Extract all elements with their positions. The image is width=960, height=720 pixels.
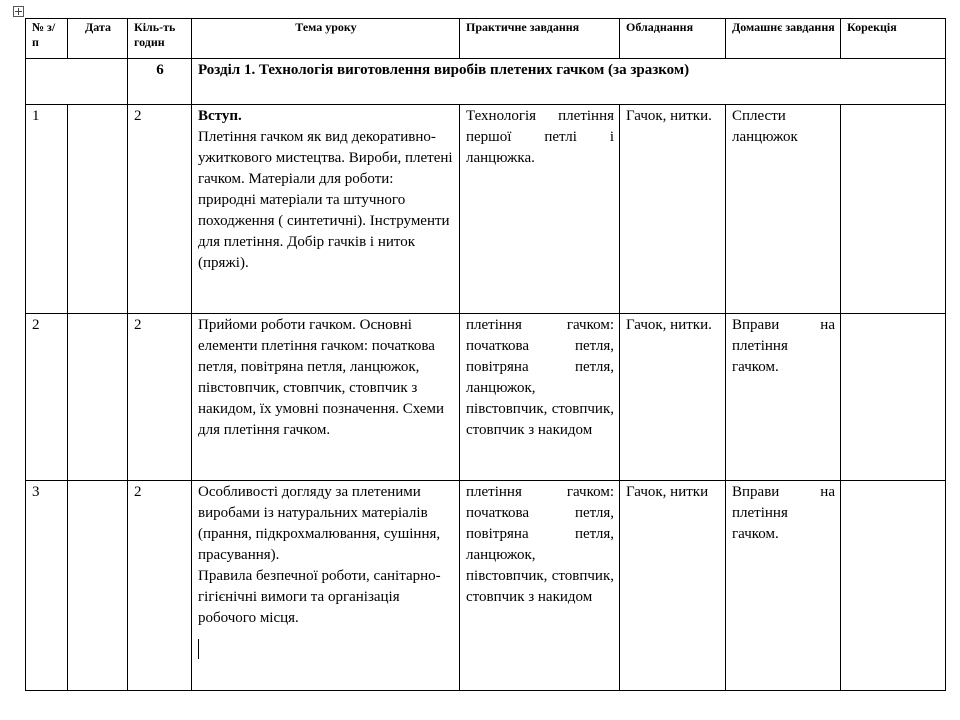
- table-row: [26, 105, 946, 314]
- row-topic[interactable]: [192, 481, 460, 691]
- text-cursor: [198, 639, 199, 659]
- section-title[interactable]: Розділ 1. Технологія виготовлення виробів плетених гачком (за зразком): [192, 59, 946, 105]
- row-homework[interactable]: [726, 314, 841, 481]
- practice-text: Технологія плетіння першої петлі і ланцюжка.: [466, 108, 614, 166]
- homework-text: Вправи на плетіння гачком.: [732, 484, 835, 542]
- section-hours[interactable]: 6: [128, 59, 192, 105]
- row-correction[interactable]: [841, 481, 946, 691]
- row-correction[interactable]: [841, 105, 946, 314]
- table-row: [26, 481, 946, 691]
- header-num[interactable]: № з/п: [26, 19, 68, 59]
- row-practice[interactable]: [460, 481, 620, 691]
- header-practice[interactable]: Практичне завдання: [460, 19, 620, 59]
- table-row: [26, 314, 946, 481]
- row-num[interactable]: 2: [26, 314, 68, 481]
- row-homework[interactable]: [726, 481, 841, 691]
- row-hours[interactable]: 2: [128, 481, 192, 691]
- row-date[interactable]: [68, 314, 128, 481]
- row-date[interactable]: [68, 481, 128, 691]
- row-equipment[interactable]: Гачок, нитки.: [620, 314, 726, 481]
- header-topic[interactable]: Тема уроку: [192, 19, 460, 59]
- table-move-handle-icon[interactable]: [13, 6, 24, 17]
- row-homework[interactable]: Сплести ланцюжок: [726, 105, 841, 314]
- practice-text: плетіння гачком: початкова петля, повітряна петля, ланцюжок, півстовпчик, стовпчик, стовпчик з накидом: [466, 317, 614, 438]
- topic-heading: Вступ.: [198, 108, 242, 124]
- practice-text: плетіння гачком: початкова петля, повітряна петля, ланцюжок, півстовпчик, стовпчик, стовпчик з накидом: [466, 484, 614, 605]
- row-correction[interactable]: [841, 314, 946, 481]
- row-hours[interactable]: 2: [128, 105, 192, 314]
- header-equipment[interactable]: Обладнання: [620, 19, 726, 59]
- row-practice[interactable]: [460, 314, 620, 481]
- row-date[interactable]: [68, 105, 128, 314]
- header-homework[interactable]: Домашнє завдання: [726, 19, 841, 59]
- header-hours[interactable]: Кіль-ть годин: [128, 19, 192, 59]
- topic-text: Особливості догляду за плетеними виробами із натуральних матеріалів (прання, підкрохмалювання, сушіння, прасування).: [198, 484, 441, 563]
- row-topic[interactable]: [192, 105, 460, 314]
- row-equipment[interactable]: Гачок, нитки.: [620, 105, 726, 314]
- topic-text: Плетіння гачком як вид декоративно-ужиткового мистецтва. Вироби, плетені гачком. Матеріали для роботи: природні матеріали та штучного походження ( синтетичні). Інструменти для плетіння. Добір гачків і ниток (пряжі).: [198, 129, 453, 271]
- topic-text: Прийоми роботи гачком. Основні елементи плетіння гачком: початкова петля, повітряна петля, ланцюжок, півстовпчик, стовпчик, стовпчик з накидом, їх умовні позначення. Схеми для плетіння гачком.: [198, 317, 445, 438]
- header-date[interactable]: Дата: [68, 19, 128, 59]
- row-hours[interactable]: 2: [128, 314, 192, 481]
- row-practice[interactable]: [460, 105, 620, 314]
- header-correction[interactable]: Корекція: [841, 19, 946, 59]
- row-num[interactable]: 1: [26, 105, 68, 314]
- row-num[interactable]: 3: [26, 481, 68, 691]
- section-row: [26, 59, 946, 105]
- homework-text: Вправи на плетіння гачком.: [732, 317, 835, 375]
- row-topic[interactable]: [192, 314, 460, 481]
- lesson-plan-table: [25, 18, 946, 691]
- header-row: [26, 19, 946, 59]
- section-blank-cell[interactable]: [26, 59, 128, 105]
- topic-text-rules: Правила безпечної роботи, санітарно-гігієнічні вимоги та організація робочого місця.: [198, 568, 441, 626]
- row-equipment[interactable]: Гачок, нитки: [620, 481, 726, 691]
